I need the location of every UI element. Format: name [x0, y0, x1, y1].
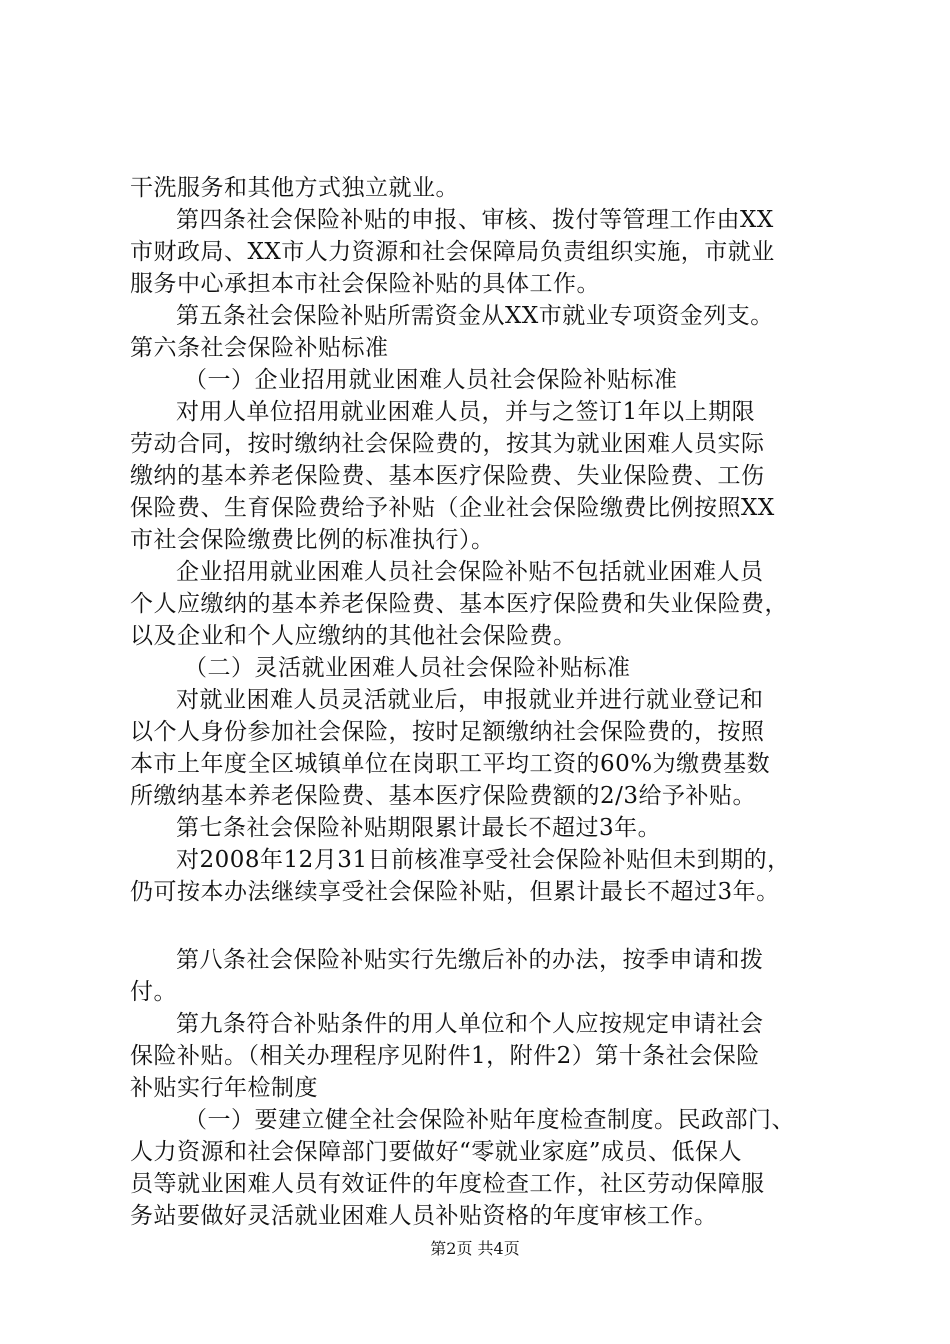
text-line: 本市上年度全区城镇单位在岗职工平均工资的60%为缴费基数 — [130, 751, 771, 777]
page-number-footer: 第2页 共4页 — [430, 1239, 520, 1258]
text-line: 服务中心承担本市社会保险补贴的具体工作。 — [130, 271, 600, 297]
text-line: 对用人单位招用就业困难人员，并与之签订1年以上期限 — [176, 399, 756, 425]
text-line: 第六条社会保险补贴标准 — [130, 335, 389, 361]
text-line: 对2008年12月31日前核准享受社会保险补贴但未到期的， — [176, 847, 791, 873]
text-line: 员等就业困难人员有效证件的年度检查工作，社区劳动保障服 — [130, 1171, 765, 1197]
text-line: （一）企业招用就业困难人员社会保险补贴标准 — [184, 367, 678, 393]
text-line: 第八条社会保险补贴实行先缴后补的办法，按季申请和拨 — [176, 947, 764, 973]
text-line: 第九条符合补贴条件的用人单位和个人应按规定申请社会 — [176, 1011, 764, 1037]
document-body — [130, 172, 850, 1232]
text-line: 个人应缴纳的基本养老保险费、基本医疗保险费和失业保险费， — [130, 591, 788, 617]
text-line: （一）要建立健全社会保险补贴年度检查制度。民政部门、 — [184, 1107, 795, 1133]
text-line: 保险补贴。（相关办理程序见附件1，附件2）第十条社会保险 — [130, 1043, 760, 1069]
text-line: 企业招用就业困难人员社会保险补贴不包括就业困难人员 — [176, 559, 764, 585]
text-line: 市社会保险缴费比例的标准执行）。 — [130, 527, 495, 553]
text-line: 劳动合同，按时缴纳社会保险费的，按其为就业困难人员实际 — [130, 431, 765, 457]
text-line: 所缴纳基本养老保险费、基本医疗保险费额的2/3给予补贴。 — [130, 783, 757, 809]
text-line: 缴纳的基本养老保险费、基本医疗保险费、失业保险费、工伤 — [130, 463, 765, 489]
text-line: 干洗服务和其他方式独立就业。 — [130, 175, 459, 201]
text-line: 第四条社会保险补贴的申报、审核、拨付等管理工作由XX — [176, 207, 774, 233]
text-line: 第五条社会保险补贴所需资金从XX市就业专项资金列支。 — [176, 303, 774, 329]
text-line: 仍可按本办法继续享受社会保险补贴，但累计最长不超过3年。 — [130, 879, 780, 905]
paragraph-gap — [130, 908, 850, 944]
text-line: 市财政局、XX市人力资源和社会保障局负责组织实施，市就业 — [130, 239, 775, 265]
text-line: 以个人身份参加社会保险，按时足额缴纳社会保险费的，按照 — [130, 719, 765, 745]
text-line: 务站要做好灵活就业困难人员补贴资格的年度审核工作。 — [130, 1203, 718, 1229]
text-line: （二）灵活就业困难人员社会保险补贴标准 — [184, 655, 631, 681]
text-line: 人力资源和社会保障部门要做好“零就业家庭”成员、低保人 — [130, 1139, 743, 1165]
text-line: 第七条社会保险补贴期限累计最长不超过3年。 — [176, 815, 662, 841]
text-line: 付。 — [130, 979, 177, 1005]
text-line: 对就业困难人员灵活就业后，申报就业并进行就业登记和 — [176, 687, 764, 713]
text-line: 以及企业和个人应缴纳的其他社会保险费。 — [130, 623, 577, 649]
text-line: 补贴实行年检制度 — [130, 1075, 318, 1101]
text-line: 保险费、生育保险费给予补贴（企业社会保险缴费比例按照XX — [130, 495, 775, 521]
